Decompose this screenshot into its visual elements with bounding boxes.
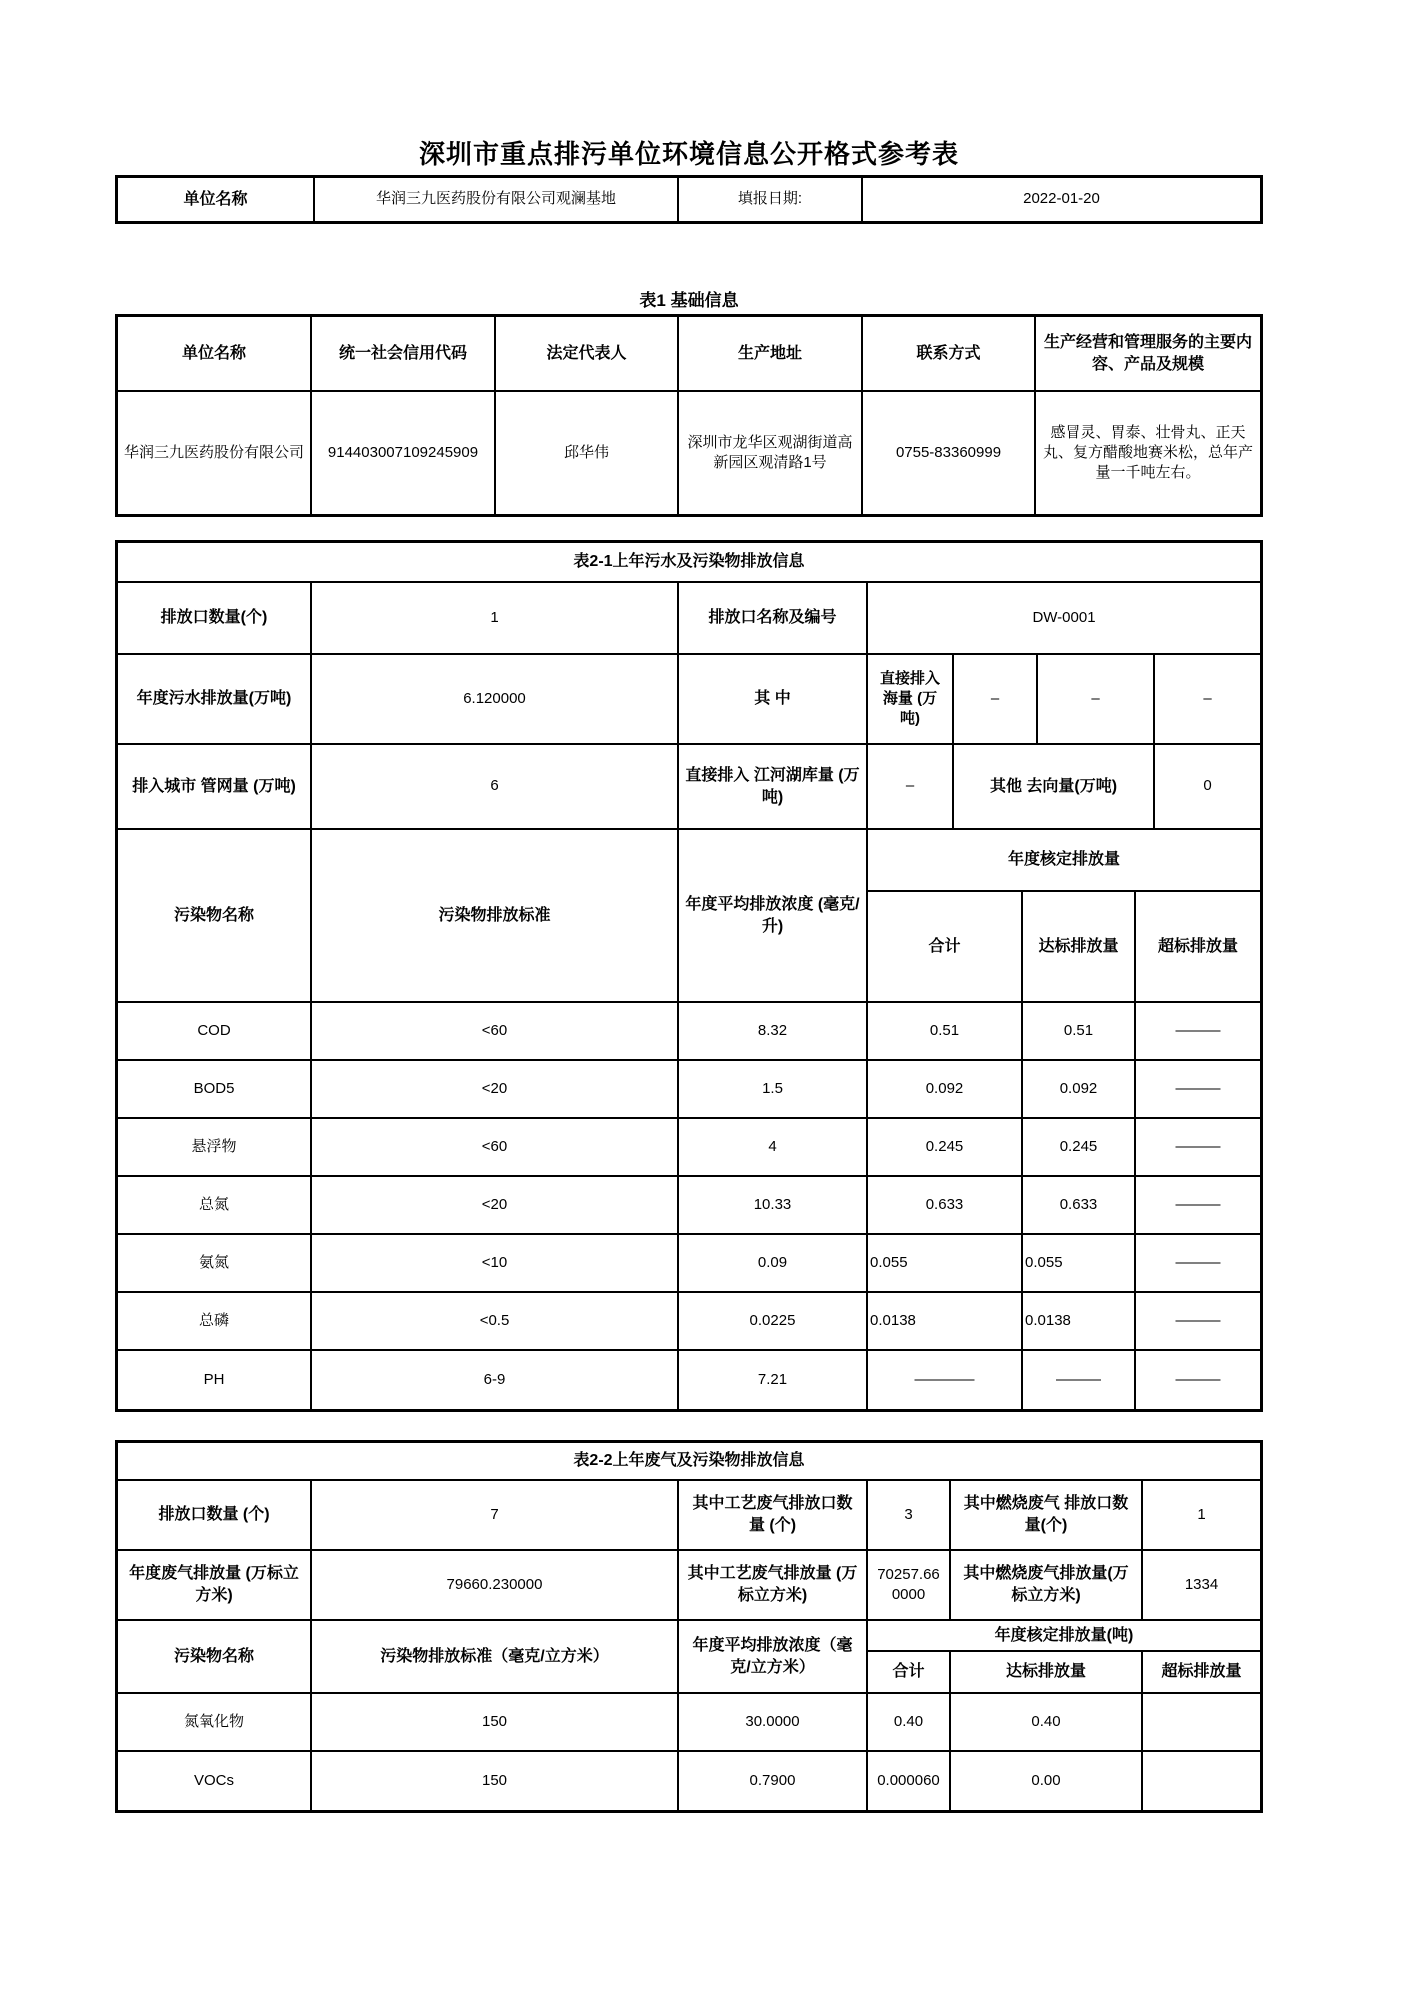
table1-caption: 表1 基础信息 xyxy=(639,291,739,310)
cell-concentration: 0.09 xyxy=(679,1235,868,1291)
pollutant-row-cod xyxy=(118,1003,1260,1061)
table1-basic-info xyxy=(115,314,1263,517)
cell-compliant: 0.092 xyxy=(1023,1061,1136,1117)
pollutant-row-ammonia-nitrogen xyxy=(118,1235,1260,1293)
cell-concentration: 1.5 xyxy=(679,1061,868,1117)
cell-compliant: 0.633 xyxy=(1023,1177,1136,1233)
table1-header-credit-code: 统一社会信用代码 xyxy=(312,317,496,390)
table2-1-wastewater xyxy=(115,540,1263,1412)
gas-row-nox xyxy=(118,1694,1260,1752)
annual-wastewater-row xyxy=(118,655,1260,745)
pollutant-row-suspended-solids xyxy=(118,1119,1260,1177)
col-discharge-standard: 污染物排放标准 xyxy=(312,830,679,1001)
annual-gas-label: 年度废气排放量 (万标立方米) xyxy=(118,1551,312,1619)
col-compliant: 达标排放量 xyxy=(1023,892,1136,1001)
col-approved-discharge: 年度核定排放量 xyxy=(868,830,1260,892)
annual-wastewater-label: 年度污水排放量(万吨) xyxy=(118,655,312,743)
outlet-name-value: DW-0001 xyxy=(1032,608,1096,626)
sea-discharge-dash-1: – xyxy=(954,655,1038,743)
cell-concentration: 30.0000 xyxy=(679,1694,868,1750)
header-bar-table xyxy=(115,175,1263,224)
cell-exceed: ——— xyxy=(1175,1137,1221,1155)
pollutant-row-bod5 xyxy=(118,1061,1260,1119)
col-pollutant-name: 污染物名称 xyxy=(118,1621,312,1692)
fill-date-value: 2022-01-20 xyxy=(1023,190,1100,208)
col-discharge-standard: 污染物排放标准（毫克/立方米） xyxy=(312,1621,679,1692)
city-pipe-row xyxy=(118,745,1260,830)
cell-name: 氨氮 xyxy=(118,1235,312,1291)
cell-standard: 6-9 xyxy=(312,1351,679,1409)
table2-1-title: 表2-1上年污水及污染物排放信息 xyxy=(573,553,805,571)
gas-row-vocs xyxy=(118,1752,1260,1810)
cell-exceed: ——— xyxy=(1175,1311,1221,1329)
cell-name: VOCs xyxy=(118,1752,312,1810)
cell-standard: <0.5 xyxy=(312,1293,679,1349)
cell-standard: <20 xyxy=(312,1177,679,1233)
table1-header-business-scope: 生产经营和管理服务的主要内容、产品及规模 xyxy=(1043,333,1252,373)
col-pollutant-name: 污染物名称 xyxy=(118,830,312,1001)
pollutant-header-row xyxy=(118,830,1260,1003)
table2-2-title-row xyxy=(118,1443,1260,1481)
river-lake-value: – xyxy=(868,745,954,828)
cell-concentration: 0.7900 xyxy=(679,1752,868,1810)
cell-total: 0.40 xyxy=(868,1694,951,1750)
cell-compliant: 0.245 xyxy=(1023,1119,1136,1175)
cell-concentration: 7.21 xyxy=(679,1351,868,1409)
header-bar-row xyxy=(118,178,1260,221)
process-gas-outlet-label: 其中工艺废气排放口数量 (个) xyxy=(679,1481,868,1549)
cell-total: ———— xyxy=(868,1351,1023,1409)
among-which-label: 其 中 xyxy=(679,655,868,743)
cell-standard: <10 xyxy=(312,1235,679,1291)
cell-name: 氮氧化物 xyxy=(118,1694,312,1750)
cell-compliant: 0.40 xyxy=(951,1694,1143,1750)
cell-compliant: ——— xyxy=(1023,1351,1136,1409)
cell-total: 0.055 xyxy=(868,1235,1023,1291)
table1-header-address: 生产地址 xyxy=(679,317,863,390)
pollutant-row-total-nitrogen xyxy=(118,1177,1260,1235)
cell-concentration: 4 xyxy=(679,1119,868,1175)
table1-header-unit: 单位名称 xyxy=(118,317,312,390)
table1-header-legal-rep: 法定代表人 xyxy=(496,317,679,390)
col-approved-discharge: 年度核定排放量(吨) xyxy=(868,1621,1260,1652)
other-destination-value: 0 xyxy=(1203,777,1212,795)
cell-compliant: 0.00 xyxy=(951,1752,1143,1810)
outlet-count-value: 1 xyxy=(312,583,679,653)
col-avg-concentration: 年度平均排放浓度（毫克/立方米） xyxy=(679,1621,868,1692)
cell-standard: <60 xyxy=(312,1003,679,1059)
burn-gas-amount-label: 其中燃烧废气排放量(万标立方米) xyxy=(951,1551,1143,1619)
table1-contact-value: 0755-83360999 xyxy=(863,392,1036,514)
table1-data-row xyxy=(118,392,1260,514)
approved-subheader-row xyxy=(868,1652,1260,1692)
cell-compliant: 0.0138 xyxy=(1023,1293,1136,1349)
table1-credit-code-value: 914403007109245909 xyxy=(312,392,496,514)
table1-legal-rep-value: 邱华伟 xyxy=(496,392,679,514)
col-compliant: 达标排放量 xyxy=(951,1652,1143,1692)
col-exceed: 超标排放量 xyxy=(1157,937,1238,955)
col-avg-concentration: 年度平均排放浓度 (毫克/升) xyxy=(679,830,868,1001)
cell-standard: 150 xyxy=(312,1694,679,1750)
table2-2-title: 表2-2上年废气及污染物排放信息 xyxy=(573,1452,805,1470)
cell-exceed: ——— xyxy=(1175,1370,1221,1388)
cell-total: 0.0138 xyxy=(868,1293,1023,1349)
cell-total: 0.245 xyxy=(868,1119,1023,1175)
sea-discharge-dash-2: – xyxy=(1038,655,1155,743)
gas-outlet-count-value: 7 xyxy=(312,1481,679,1549)
cell-concentration: 0.0225 xyxy=(679,1293,868,1349)
annual-wastewater-value: 6.120000 xyxy=(312,655,679,743)
col-approved-discharge-group xyxy=(868,1621,1260,1692)
cell-name: 总氮 xyxy=(118,1177,312,1233)
cell-exceed xyxy=(1143,1694,1260,1750)
table2-1-title-row xyxy=(118,543,1260,583)
process-gas-amount-label: 其中工艺废气排放量 (万标立方米) xyxy=(679,1551,868,1619)
table1-header-contact: 联系方式 xyxy=(863,317,1036,390)
city-pipe-label: 排入城市 管网量 (万吨) xyxy=(118,745,312,828)
pollutant-row-total-phosphorus xyxy=(118,1293,1260,1351)
fill-date-label: 填报日期: xyxy=(679,178,863,221)
table1-business-scope-value: 感冒灵、胃泰、壮骨丸、正天丸、复方醋酸地赛米松，总年产量一千吨左右。 xyxy=(1042,423,1253,482)
table1-address-value: 深圳市龙华区观湖街道高新园区观清路1号 xyxy=(679,392,863,514)
page-title: 深圳市重点排污单位环境信息公开格式参考表 xyxy=(418,139,959,169)
other-destination-label: 其他 去向量(万吨) xyxy=(954,745,1155,828)
cell-compliant: 0.51 xyxy=(1023,1003,1136,1059)
cell-standard: <20 xyxy=(312,1061,679,1117)
cell-concentration: 10.33 xyxy=(679,1177,868,1233)
pollutant-row-ph xyxy=(118,1351,1260,1409)
cell-exceed: ——— xyxy=(1175,1021,1221,1039)
process-gas-amount-value: 70257.660000 xyxy=(868,1551,951,1619)
cell-name: COD xyxy=(118,1003,312,1059)
unit-name-value: 华润三九医药股份有限公司观澜基地 xyxy=(315,178,679,221)
outlet-count-row xyxy=(118,583,1260,655)
annual-gas-row xyxy=(118,1551,1260,1621)
cell-name: 悬浮物 xyxy=(118,1119,312,1175)
cell-concentration: 8.32 xyxy=(679,1003,868,1059)
cell-exceed: ——— xyxy=(1175,1079,1221,1097)
burn-gas-outlet-label: 其中燃烧废气 排放口数量(个) xyxy=(951,1481,1143,1549)
col-total: 合计 xyxy=(868,1652,951,1692)
river-lake-label: 直接排入 江河湖库量 (万吨) xyxy=(679,745,868,828)
cell-total: 0.092 xyxy=(868,1061,1023,1117)
outlet-count-label: 排放口数量(个) xyxy=(118,583,312,653)
col-total: 合计 xyxy=(868,892,1023,1001)
city-pipe-value: 6 xyxy=(312,745,679,828)
cell-name: 总磷 xyxy=(118,1293,312,1349)
annual-gas-value: 79660.230000 xyxy=(312,1551,679,1619)
cell-exceed: ——— xyxy=(1175,1195,1221,1213)
cell-exceed xyxy=(1143,1752,1260,1810)
cell-total: 0.000060 xyxy=(868,1752,951,1810)
cell-standard: 150 xyxy=(312,1752,679,1810)
approved-subheader-row xyxy=(868,892,1260,1001)
gas-pollutant-header-row xyxy=(118,1621,1260,1694)
col-approved-discharge-group xyxy=(868,830,1260,1001)
cell-standard: <60 xyxy=(312,1119,679,1175)
table2-2-waste-gas xyxy=(115,1440,1263,1813)
table1-header-row xyxy=(118,317,1260,392)
process-gas-outlet-value: 3 xyxy=(868,1481,951,1549)
unit-name-label: 单位名称 xyxy=(118,178,315,221)
gas-outlet-count-row xyxy=(118,1481,1260,1551)
outlet-name-label: 排放口名称及编号 xyxy=(679,583,868,653)
cell-total: 0.51 xyxy=(868,1003,1023,1059)
cell-name: PH xyxy=(118,1351,312,1409)
cell-total: 0.633 xyxy=(868,1177,1023,1233)
sea-discharge-label: 直接排入海量 (万吨) xyxy=(868,655,954,743)
table1-unit-value: 华润三九医药股份有限公司 xyxy=(118,392,312,514)
cell-compliant: 0.055 xyxy=(1023,1235,1136,1291)
cell-exceed: ——— xyxy=(1175,1253,1221,1271)
sea-discharge-dash-3: – xyxy=(1203,689,1212,707)
burn-gas-amount-value: 1334 xyxy=(1184,1575,1219,1593)
gas-outlet-count-label: 排放口数量 (个) xyxy=(118,1481,312,1549)
cell-name: BOD5 xyxy=(118,1061,312,1117)
col-exceed: 超标排放量 xyxy=(1161,1663,1242,1681)
burn-gas-outlet-value: 1 xyxy=(1197,1505,1206,1523)
